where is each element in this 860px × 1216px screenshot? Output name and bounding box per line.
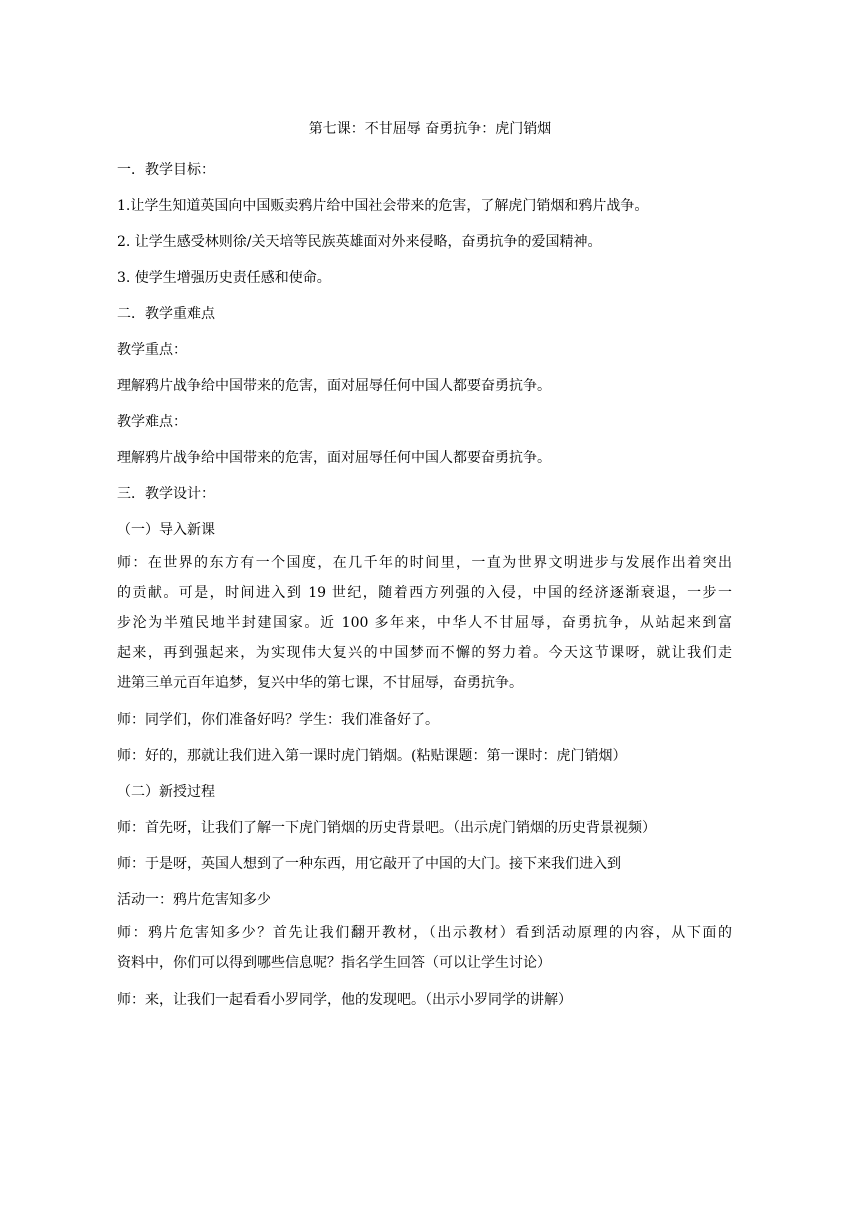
intro-paragraph-line: 进第三单元百年追梦，复兴中华的第七课，不甘屈辱，奋勇抗争。	[117, 675, 523, 691]
intro-paragraph-line: 起来，再到强起来，为实现伟大复兴的中国梦而不懈的努力着。今天这节课呀，就让我们走	[117, 645, 732, 661]
subsection-intro: （一）导入新课	[117, 522, 215, 538]
section-heading-design: 三．教学设计：	[117, 486, 215, 502]
activity-paragraph	[117, 918, 732, 982]
document-title: 第七课：不甘屈辱 奋勇抗争：虎门销烟	[308, 121, 552, 137]
activity-paragraph-line: 资料中，你们可以得到哪些信息呢？指名学生回答（可以让学生讨论）	[117, 955, 551, 971]
goal-item-3: 3. 使学生增强历史责任感和使命。	[117, 270, 331, 286]
section-heading-goals: 一．教学目标：	[117, 162, 215, 178]
activity-heading: 活动一：鸦片危害知多少	[117, 892, 271, 908]
dialogue-line: 师：来，让我们一起看看小罗同学，他的发现吧。（出示小罗同学的讲解）	[117, 992, 572, 1008]
document-body	[117, 152, 732, 1018]
dialogue-line: 师：同学们，你们准备好吗？学生：我们准备好了。	[117, 712, 439, 728]
difficult-point-label: 教学难点：	[117, 414, 187, 430]
difficult-point-text: 理解鸦片战争给中国带来的危害，面对屈辱任何中国人都要奋勇抗争。	[117, 450, 551, 466]
intro-paragraph-line: 步沦为半殖民地半封建国家。近 100 多年来，中华人不甘屈辱，奋勇抗争，从站起来到富	[117, 615, 732, 631]
goal-item-2: 2. 让学生感受林则徐/关天培等民族英雄面对外来侵略，奋勇抗争的爱国精神。	[117, 234, 602, 250]
section-heading-key-points: 二．教学重难点	[117, 306, 215, 322]
dialogue-line: 师：于是呀，英国人想到了一种东西，用它敲开了中国的大门。接下来我们进入到	[117, 856, 621, 872]
activity-paragraph-line: 师：鸦片危害知多少？首先让我们翻开教材，（出示教材）看到活动原理的内容，从下面的	[117, 925, 732, 941]
dialogue-line: 师：好的，那就让我们进入第一课时虎门销烟。(粘贴课题：第一课时：虎门销烟）	[117, 748, 627, 764]
goal-item-1: 1.让学生知道英国向中国贩卖鸦片给中国社会带来的危害，了解虎门销烟和鸦片战争。	[117, 198, 649, 214]
intro-paragraph-line: 师：在世界的东方有一个国度，在几千年的时间里，一直为世界文明进步与发展作出着突出	[117, 555, 732, 571]
subsection-new-lesson: （二）新授过程	[117, 784, 215, 800]
key-point-label: 教学重点：	[117, 342, 187, 358]
intro-paragraph-line: 的贡献。可是，时间进入到 19 世纪，随着西方列强的入侵，中国的经济逐渐衰退，一步一	[117, 585, 732, 601]
intro-paragraph	[117, 548, 732, 702]
key-point-text: 理解鸦片战争给中国带来的危害，面对屈辱任何中国人都要奋勇抗争。	[117, 378, 551, 394]
dialogue-line: 师：首先呀，让我们了解一下虎门销烟的历史背景吧。（出示虎门销烟的历史背景视频）	[117, 820, 656, 836]
